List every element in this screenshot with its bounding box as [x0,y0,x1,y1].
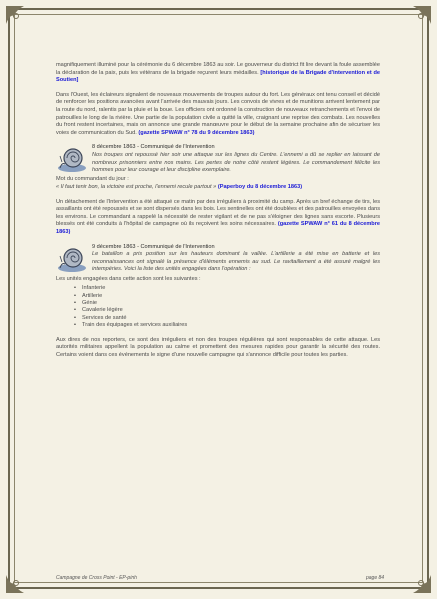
source-link[interactable]: (gazette SPWAW n° 61 du 8 décembre 1863) [56,221,380,235]
entry-sub-label: Mot du commandant du jour : [56,176,129,183]
corner-ornament-top-right [403,4,433,34]
list-item: • Cavalerie légère [82,307,380,314]
document-body [56,62,380,366]
news-entry [56,244,380,330]
page-number: page 84 [366,575,385,581]
list-item: • Services de santé [82,315,380,322]
entry-heading: 9 décembre 1863 - Communiqué de l'Intervention [92,243,215,250]
list-item: • Génie [82,300,380,307]
source-link[interactable]: (Paperboy du 8 décembre 1863) [217,183,303,190]
paragraph-text: magnifiquement illuminé pour la cérémonie du 6 décembre 1863 au soir. Le gouverneur du district fit lire devant la foule assemblée la déclaration de la paix, puis les vétérans de la brigade reçurent leurs médailles. [56,62,380,76]
paragraph-text: Un détachement de l'Intervention a été attaqué ce matin par des irréguliers à proximité du camp. Après un bref échange de tirs, les assaillants ont été repoussés et se sont dispersés dans les bois. Les sentinelles ont été doublées et des patrouilles envoyées dans les environs. Le commandant a rappelé la nécessité de rester vigilant et de ne pas s'éloigner des lignes sans escorte. Plusieurs blessés ont été conduits à l'hôpital de campagne où ils reçoivent les soins nécessaires. [56,198,380,228]
source-link[interactable]: (gazette SPWAW n° 78 du 9 décembre 1863) [138,129,255,136]
news-entry [56,144,380,191]
list-item: • Artillerie [82,293,380,300]
paragraph [56,92,380,138]
paragraph-text: Aux dires de nos reporters, ce sont des irréguliers et non des troupes régulières qui sont responsables de cette attaque. Les autorités militaires appellent la population au calme et promettent des mesures rapides pour garantir la sécurité des routes. Certains voient dans ces événements le signe d'une nouvelle campagne qui s'annonce difficile pour toutes les parties. [56,336,380,358]
corner-ornament-bottom-right [403,565,433,595]
list-item: • Infanterie [82,285,380,292]
paragraph-text: Dans l'Ouest, les éclaireurs signalent de nouveaux mouvements de troupes autour du fort. Les généraux ont tenu conseil et décidé de renforcer les positions avancées avant l'arrivée des mauvais jours. Les convois de vivres et de munitions arrivent lentement par la route du nord, ralentis par la pluie et la boue. Les officiers ont ordonné la construction de nouveaux retranchements et l'envoi de patrouilles le long de la rivière. Une partie de la population civile a quitté la ville, craignant une reprise des combats. Les nouvelles du front restent incertaines, mais on annonce une grande manœuvre pour le début de la semaine prochaine afin de sécuriser les voies de communication du Sud. [56,91,380,136]
corner-ornament-bottom-left [4,565,34,595]
source-link[interactable]: [historique de la Brigade d'intervention et de Soutien] [56,69,380,84]
snail-illustration [56,244,88,274]
entry-heading: 8 décembre 1863 - Communiqué de l'Intervention [92,144,215,151]
entry-body: Le bataillon a pris position sur les hauteurs dominant la vallée. L'artillerie a été mise en batterie et les reconnaissances ont signalé la présence d'éléments ennemis au sud. Le ravitaillement a été assuré malgré les intempéries. Voici la liste des unités engagées dans l'opération : [92,251,380,273]
corner-ornament-top-left [4,4,34,34]
unit-list [56,285,380,329]
list-intro: Les unités engagées dans cette action sont les suivantes : [56,275,201,282]
footer-left: Campagne de Cross Point - EP-pinh [56,575,137,581]
entry-quote: « Il faut tenir bon, la victoire est proche, l'ennemi recule partout » [56,183,217,190]
paragraph [56,199,380,237]
entry-body: Nos troupes ont repoussé hier soir une attaque sur les lignes du Centre. L'ennemi a dû se replier en laissant de nombreux prisonniers entre nos mains. Les pertes de notre côté restent légères. Le commandement félicite les hommes pour leur courage et leur discipline exemplaire. [92,151,380,174]
list-item: • Train des équipages et services auxiliaires [82,322,380,329]
paragraph [56,337,380,360]
snail-illustration [56,144,88,174]
paragraph [56,62,380,85]
